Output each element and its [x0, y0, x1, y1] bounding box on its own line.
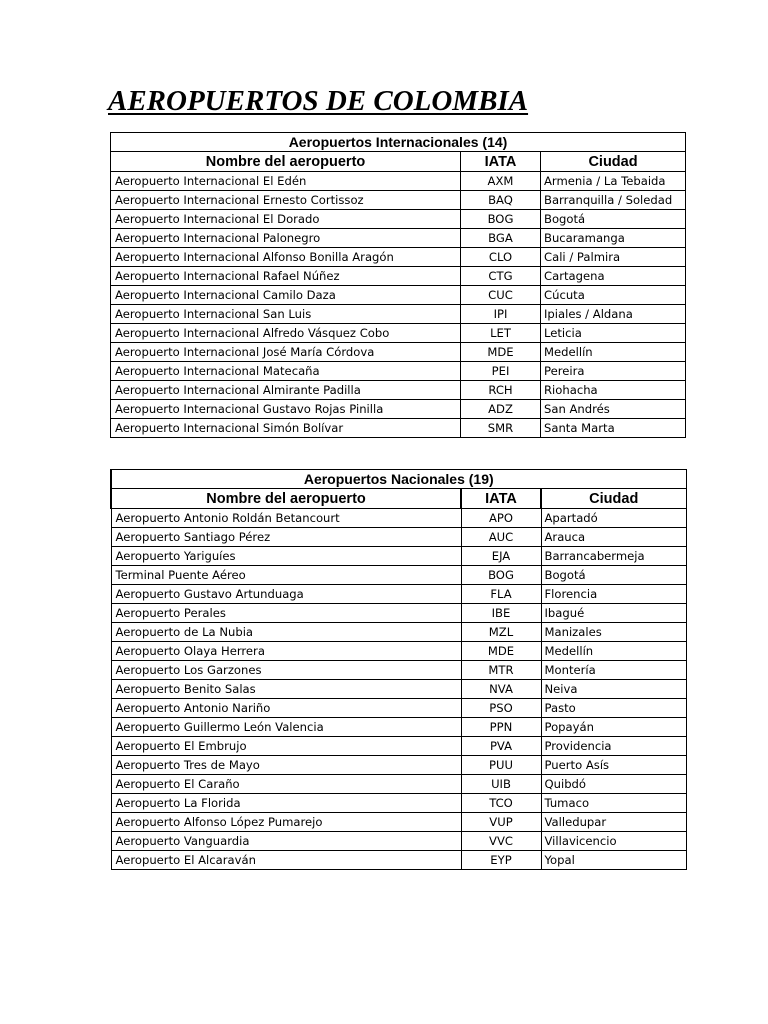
- airport-name-cell: Aeropuerto Internacional Camilo Daza: [111, 286, 461, 305]
- column-header-name: Nombre del aeropuerto: [111, 152, 461, 172]
- iata-code-cell: CLO: [461, 248, 541, 267]
- iata-code-cell: AXM: [461, 172, 541, 191]
- column-header-name: Nombre del aeropuerto: [111, 489, 461, 509]
- table-row: [111, 737, 686, 756]
- iata-code-cell: CUC: [461, 286, 541, 305]
- table-caption: Aeropuertos Internacionales (14): [111, 133, 686, 152]
- city-cell: Valledupar: [541, 813, 686, 832]
- airport-name-cell: Aeropuerto de La Nubia: [111, 623, 461, 642]
- page-title: AEROPUERTOS DE COLOMBIA: [108, 85, 529, 117]
- table-row: [111, 286, 686, 305]
- city-cell: Bucaramanga: [541, 229, 686, 248]
- city-cell: Pereira: [541, 362, 686, 381]
- iata-code-cell: PPN: [461, 718, 541, 737]
- airport-name-cell: Aeropuerto Internacional José María Córdova: [111, 343, 461, 362]
- city-cell: Popayán: [541, 718, 686, 737]
- iata-code-cell: PUU: [461, 756, 541, 775]
- iata-code-cell: SMR: [461, 419, 541, 438]
- iata-code-cell: NVA: [461, 680, 541, 699]
- iata-code-cell: EJA: [461, 547, 541, 566]
- iata-code-cell: BGA: [461, 229, 541, 248]
- iata-code-cell: ADZ: [461, 400, 541, 419]
- city-cell: Pasto: [541, 699, 686, 718]
- table-row: [111, 851, 686, 870]
- iata-code-cell: IPI: [461, 305, 541, 324]
- table-row: [111, 566, 686, 585]
- city-cell: Neiva: [541, 680, 686, 699]
- table-row: [111, 661, 686, 680]
- table-row: [111, 343, 686, 362]
- table-row: [111, 775, 686, 794]
- city-cell: Florencia: [541, 585, 686, 604]
- airport-name-cell: Aeropuerto El Caraño: [111, 775, 461, 794]
- city-cell: Ipiales / Aldana: [541, 305, 686, 324]
- national-airports-table: [110, 469, 687, 870]
- table-body: [111, 509, 686, 870]
- airport-name-cell: Terminal Puente Aéreo: [111, 566, 461, 585]
- column-header-city: Ciudad: [541, 152, 686, 172]
- table-row: [111, 699, 686, 718]
- table-row: [111, 813, 686, 832]
- table-row: [111, 267, 686, 286]
- iata-code-cell: PVA: [461, 737, 541, 756]
- city-cell: Apartadó: [541, 509, 686, 528]
- table-row: [111, 229, 686, 248]
- table-row: [111, 604, 686, 623]
- iata-code-cell: CTG: [461, 267, 541, 286]
- airport-name-cell: Aeropuerto Tres de Mayo: [111, 756, 461, 775]
- iata-code-cell: UIB: [461, 775, 541, 794]
- airport-name-cell: Aeropuerto Alfonso López Pumarejo: [111, 813, 461, 832]
- airport-name-cell: Aeropuerto Guillermo León Valencia: [111, 718, 461, 737]
- column-header-iata: IATA: [461, 489, 541, 509]
- iata-code-cell: RCH: [461, 381, 541, 400]
- table-row: [111, 400, 686, 419]
- table-row: [111, 680, 686, 699]
- city-cell: Yopal: [541, 851, 686, 870]
- table-row: [111, 191, 686, 210]
- city-cell: Armenia / La Tebaida: [541, 172, 686, 191]
- table-row: [111, 832, 686, 851]
- city-cell: Manizales: [541, 623, 686, 642]
- table-row: [111, 794, 686, 813]
- iata-code-cell: MDE: [461, 642, 541, 661]
- table-row: [111, 756, 686, 775]
- column-header-city: Ciudad: [541, 489, 686, 509]
- airport-name-cell: Aeropuerto Internacional Matecaña: [111, 362, 461, 381]
- city-cell: Santa Marta: [541, 419, 686, 438]
- iata-code-cell: BOG: [461, 210, 541, 229]
- table-row: [111, 419, 686, 438]
- airport-name-cell: Aeropuerto Internacional El Edén: [111, 172, 461, 191]
- city-cell: Riohacha: [541, 381, 686, 400]
- airport-name-cell: Aeropuerto Vanguardia: [111, 832, 461, 851]
- city-cell: Villavicencio: [541, 832, 686, 851]
- iata-code-cell: BOG: [461, 566, 541, 585]
- table-row: [111, 324, 686, 343]
- iata-code-cell: FLA: [461, 585, 541, 604]
- table-row: [111, 381, 686, 400]
- iata-code-cell: APO: [461, 509, 541, 528]
- city-cell: Puerto Asís: [541, 756, 686, 775]
- iata-code-cell: MDE: [461, 343, 541, 362]
- column-header-iata: IATA: [461, 152, 541, 172]
- iata-code-cell: AUC: [461, 528, 541, 547]
- city-cell: Cúcuta: [541, 286, 686, 305]
- airport-name-cell: Aeropuerto Internacional Rafael Núñez: [111, 267, 461, 286]
- city-cell: Cali / Palmira: [541, 248, 686, 267]
- airport-name-cell: Aeropuerto Yariguíes: [111, 547, 461, 566]
- iata-code-cell: VVC: [461, 832, 541, 851]
- airport-name-cell: Aeropuerto Internacional Almirante Padilla: [111, 381, 461, 400]
- airport-name-cell: Aeropuerto Internacional El Dorado: [111, 210, 461, 229]
- iata-code-cell: LET: [461, 324, 541, 343]
- airport-name-cell: Aeropuerto El Alcaraván: [111, 851, 461, 870]
- airport-name-cell: Aeropuerto Antonio Nariño: [111, 699, 461, 718]
- city-cell: Montería: [541, 661, 686, 680]
- airport-name-cell: Aeropuerto Internacional Alfonso Bonilla Aragón: [111, 248, 461, 267]
- table-row: [111, 362, 686, 381]
- city-cell: Arauca: [541, 528, 686, 547]
- airport-name-cell: Aeropuerto Internacional Alfredo Vásquez Cobo: [111, 324, 461, 343]
- city-cell: Quibdó: [541, 775, 686, 794]
- airport-name-cell: Aeropuerto Perales: [111, 604, 461, 623]
- table-row: [111, 528, 686, 547]
- city-cell: San Andrés: [541, 400, 686, 419]
- iata-code-cell: BAQ: [461, 191, 541, 210]
- table-row: [111, 718, 686, 737]
- iata-code-cell: IBE: [461, 604, 541, 623]
- iata-code-cell: EYP: [461, 851, 541, 870]
- airport-name-cell: Aeropuerto Benito Salas: [111, 680, 461, 699]
- iata-code-cell: MZL: [461, 623, 541, 642]
- city-cell: Barrancabermeja: [541, 547, 686, 566]
- table-row: [111, 509, 686, 528]
- airport-name-cell: Aeropuerto Los Garzones: [111, 661, 461, 680]
- city-cell: Tumaco: [541, 794, 686, 813]
- table-row: [111, 305, 686, 324]
- iata-code-cell: PSO: [461, 699, 541, 718]
- international-airports-table: [110, 132, 686, 438]
- airport-name-cell: Aeropuerto Internacional Gustavo Rojas Pinilla: [111, 400, 461, 419]
- airport-name-cell: Aeropuerto Santiago Pérez: [111, 528, 461, 547]
- table-row: [111, 210, 686, 229]
- city-cell: Medellín: [541, 642, 686, 661]
- city-cell: Providencia: [541, 737, 686, 756]
- table-row: [111, 172, 686, 191]
- iata-code-cell: PEI: [461, 362, 541, 381]
- airport-name-cell: Aeropuerto El Embrujo: [111, 737, 461, 756]
- table-row: [111, 547, 686, 566]
- city-cell: Leticia: [541, 324, 686, 343]
- airport-name-cell: Aeropuerto Gustavo Artunduaga: [111, 585, 461, 604]
- iata-code-cell: VUP: [461, 813, 541, 832]
- iata-code-cell: TCO: [461, 794, 541, 813]
- city-cell: Medellín: [541, 343, 686, 362]
- airport-name-cell: Aeropuerto Internacional Palonegro: [111, 229, 461, 248]
- table-body: [111, 172, 686, 438]
- airport-name-cell: Aeropuerto Internacional Ernesto Cortissoz: [111, 191, 461, 210]
- airport-name-cell: Aeropuerto Internacional Simón Bolívar: [111, 419, 461, 438]
- table-row: [111, 623, 686, 642]
- airport-name-cell: Aeropuerto La Florida: [111, 794, 461, 813]
- city-cell: Bogotá: [541, 210, 686, 229]
- table-row: [111, 585, 686, 604]
- airport-name-cell: Aeropuerto Internacional San Luis: [111, 305, 461, 324]
- airport-name-cell: Aeropuerto Antonio Roldán Betancourt: [111, 509, 461, 528]
- city-cell: Bogotá: [541, 566, 686, 585]
- table-row: [111, 248, 686, 267]
- city-cell: Ibagué: [541, 604, 686, 623]
- city-cell: Cartagena: [541, 267, 686, 286]
- airport-name-cell: Aeropuerto Olaya Herrera: [111, 642, 461, 661]
- city-cell: Barranquilla / Soledad: [541, 191, 686, 210]
- table-caption: Aeropuertos Nacionales (19): [111, 470, 686, 489]
- table-row: [111, 642, 686, 661]
- iata-code-cell: MTR: [461, 661, 541, 680]
